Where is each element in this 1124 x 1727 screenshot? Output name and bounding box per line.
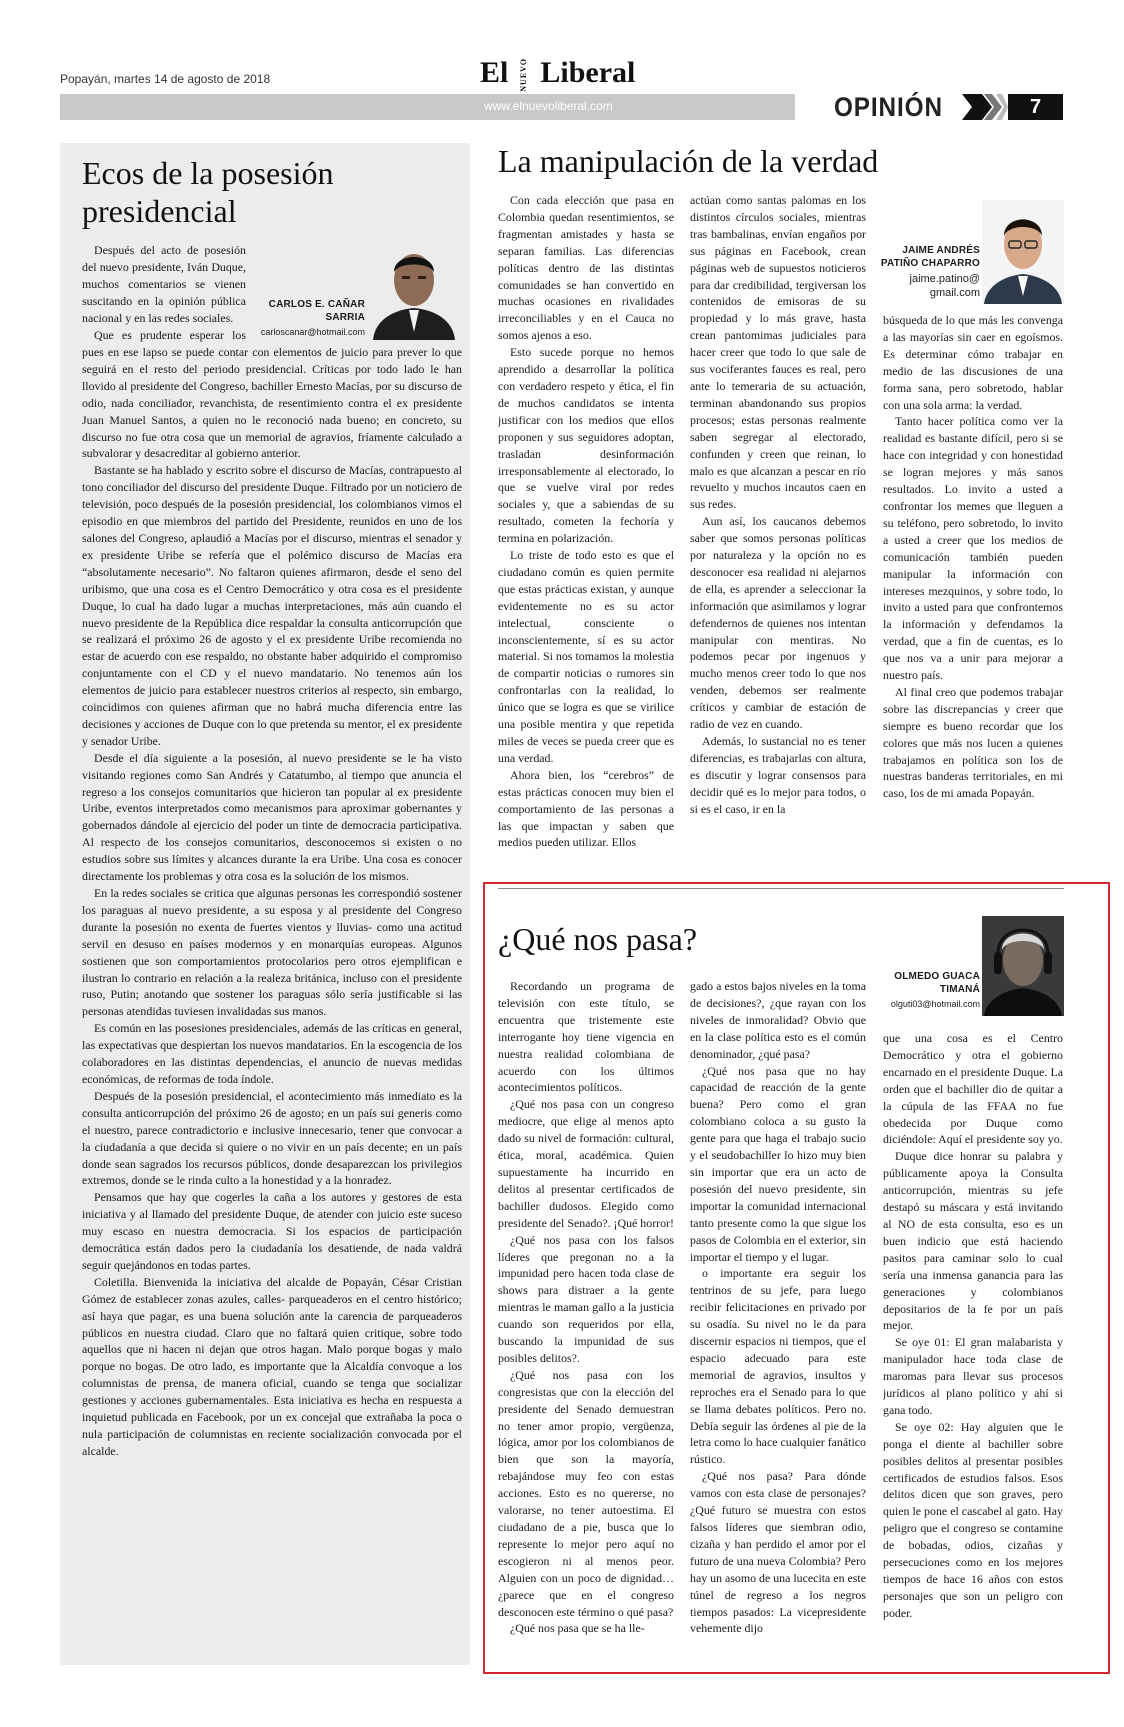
paragraph: Recordando un programa de televisión con este título, se encuentra que tristemente este interrogante hoy tiene vigencia en nuestra realidad colombiana de acuerdo con los últimos acontecimientos políticos. — [498, 979, 674, 1095]
paragraph: Es común en las posesiones presidenciales, además de las críticas en general, las expectativas que despiertan los nuevos mandatarios. En la escogencia de los colaboradores en las distintas dependencias, el anuncio de nuevas medidas económicas, de reformas de toda índole. — [82, 1021, 462, 1086]
paragraph: Se oye 01: El gran malabarista y manipulador hace toda clase de maromas para llevar sus procesos jurídicos al plano político y ahí si gana todo. — [883, 1335, 1063, 1417]
author-photo — [369, 240, 459, 340]
paragraph: ¿Qué nos pasa que se ha lle- — [510, 1621, 645, 1636]
top-article-col-1 — [498, 192, 674, 868]
paragraph: Desde el día siguiente a la posesión, al nuevo presidente se le ha visto visitando regiones como San Andrés y Catatumbo, al tiempo que anuncia el regreso a los consejos comunitarios que hicieron tan popular al ex presidente Uribe, eventos interpretados como mecanismos para aproximar gobernantes y gobernados dándole al ejercicio del poder un tinte de democracia participativa. Al respecto de los consejos comunitarios, desconocemos si existen o no estudios sobre sus límites y alcances durante la era Uribe. Una cosa es conocer directamente los problemas y otra cosa es la solución de los mismos. — [82, 750, 462, 884]
paragraph: En la redes sociales se critica que algunas personas les correspondió sostener los paraguas al nuevo presidente, a su esposa y al presidente del Congreso durante la posesión no exenta de fuertes vientos y lluvias- como una actitud servil en desuso en países modernos y en monarquías europeas. Algunos sostienen que son comportamientos protocolarios pero otros ejemplifican e ilustran lo contrario en relación a la realeza británica, incluso con el presidente ruso, Putin; anotando que sostener los paraguas sólo sería justificable si las personas atendidas tuviesen invalidadas sus manos. — [82, 886, 462, 1019]
paragraph: Que es prudente esperar los — [94, 327, 246, 342]
paragraph: Duque dice honrar su palabra y públicamente apoya la Consulta anticorrupción, mientras su jefe destapó su máscara y está invitando al NO de esta consulta, eso es un buen indicio que está haciendo pasitos para caminar solo lo cual sería una inmensa ganancia para las generaciones y colombianos depositarios de la fe por un país mejor. — [883, 1149, 1063, 1333]
left-article-intro — [82, 242, 246, 344]
paragraph: Pensamos que hay que cogerles la caña a los autores y gestores de esta iniciativa y al llamado del presidente Duque, de atender con juicio este suceso muy escaso en nuestra democracia. Si los espacios de participación democrática están dados pero la ciudadanía los desatiende, de nada valdrá seguir quejándonos en todas partes. — [82, 1190, 462, 1272]
paragraph: Se oye 02: Hay alguien que le ponga el diente al bachiller sobre posibles delitos al presentar posibles certificados de estudios falsos. Esos delitos dicen que son graves, pero quien le pone el cascabel al gato. Hay peligro que el congreso se contamine de bobadas, odios, cizañas y persecuciones como en los mejores tiempos de hace 16 años con estos personajes que son un peligro con poder. — [883, 1419, 1063, 1620]
paragraph: Ahora bien, los “cerebros” de estas prácticas conocen muy bien el comportamiento de las personas a las que impactan y saben que medios pueden utilizar. Ellos — [498, 767, 674, 850]
paragraph: actúan como santas palomas en los distintos círculos sociales, mientras tras bambalinas, envían engaños por sus páginas en Facebook, crean páginas web de supuestos noticieros para dar credibilidad, tergiversan los contenidos de emisoras de su propiedad y lo más grave, hasta crean pantomimas judiciales para hacer creer que todo lo que sale de sus vociferantes fauces es real, pero ante lo temeraria de su actuación, terminan abandonando sus propios procesos; estas personas realmente saben segregar al electorado, confunden y creen que reinan, lo malo es que alcanzan a pescar en río revuelto y muchos incautos caen en sus redes. — [690, 193, 866, 512]
paragraph: o importante era seguir los tentrinos de su jefe, para luego recibir felicitaciones en privado por su osadía. Su nivel no le da para discernir espacios ni tiempos, que el espacio adecuado para este memorial de agravios, insultos y reproches era el Senado para lo que se llama debates políticos. Pero no. Debía seguir las órdenes al pie de la letra como lo hace cualquier fanático rústico. — [690, 1266, 866, 1467]
logo-nuevo: NUEVO — [519, 58, 529, 92]
paragraph: ¿Qué nos pasa? Para dónde vamos con esta clase de personajes? ¿Qué futuro se muestra con estos falsos líderes que siembran odio, cizaña y han perdido el amor por el futuro de una nueva Colombia? Pero hay un asomo de una lucecita en este túnel de regreso a los negros tiempos pasados: La vicepresidente vehemente dijo — [690, 1469, 866, 1636]
paragraph: Con cada elección que pasa en Colombia quedan resentimientos, se fragmentan amistades y hasta se separan familias. Las diferencias políticas dentro de las distintas comunidades se han convertido en muchas ocasiones en rivalidades irreconciliables y en el Cauca no somos ajenos a eso. — [498, 193, 674, 343]
box-article-col-3 — [883, 1030, 1063, 1670]
section-arrow-icon — [962, 94, 1008, 120]
author-photo — [982, 200, 1064, 304]
box-article-col-1 — [498, 978, 674, 1670]
paragraph: Esto sucede porque no hemos aprendido a desarrollar la política con verdadero respeto y ética, el fin de muchos candidatos se intenta justificar con los medios que ellos proponen y sus seguidores adoptan, trasladan desinformación irresponsablemente al electorado, lo que se vuelve viral por redes sociales y, que a sabiendas de su resultado, cometen la fechoría y termina en polarización. — [498, 345, 674, 546]
left-article-title: Ecos de la posesión presidencial — [82, 155, 334, 229]
paragraph: ¿Qué nos pasa con un congreso mediocre, que elige al menos apto dado su nivel de formación: cultural, ética, moral, académica. Quien supuestamente ha incurrido en delitos al presentar certificados de bachiller dudosos. Elegido como presidente del Senado?. ¡Qué horror! — [498, 1097, 674, 1230]
paragraph: Después del acto de posesión del nuevo presidente, Iván Duque, muchos comentarios se vienen suscitando en la opinión pública nacional y en las redes sociales. — [82, 243, 246, 325]
newspaper-logo — [480, 58, 635, 92]
left-article-byline — [250, 298, 365, 338]
author-email: jaime.patino@ — [909, 273, 980, 285]
box-article-title: ¿Qué nos pasa? — [498, 921, 698, 957]
author-email: carloscanar@hotmail.com — [260, 327, 365, 337]
issue-date: Popayán, martes 14 de agosto de 2018 — [60, 72, 271, 86]
box-article-byline — [880, 970, 980, 1010]
logo-liberal: Liberal — [540, 56, 636, 89]
left-article-body — [82, 344, 462, 1664]
paragraph: Después de la posesión presidencial, el acontecimiento más inmediato es la consulta anticorrupción del próximo 26 de agosto; en un país sui generis como el nuestro, parece contradictorio e inclusive innecesario, tener que convocar a la ciudadanía a que decida si quiere o no vivir en un país decente; en un país donde sean sagrados los recursos públicos, donde desaparezcan los privilegios extremos, donde se le rinda culto a la honestidad y a la honradez. — [82, 1088, 462, 1188]
paragraph: Bastante se ha hablado y escrito sobre el discurso de Macías, contrapuesto al tono conciliador del discurso del presidente Duque. Filtrado por un noticiero de televisión, poco después de la posesión presidencial, los colombianos vimos el episodio en que miembros del partido del Presidente, reunidos en uno de los salones del Congreso, aplaudió a Macías por el discurso, mientras el senador y ex presidente Uribe se refería que el polémico discurso de Macías era “absolutamente necesario”. No faltaron quienes afirmaron, desde el seno del uribismo, que una cosa es el Centro Democrático y otra cosa es el presidente Duque, lo cual ha dado lugar a muchas interpretaciones, más aún cuando el nuevo presidente de la República dice respaldar la consulta anticorrupción que se realizará el próximo 26 de agosto y el ex presidente Uribe recomienda no estar de acuerdo con ese respaldo, no obstante haber adquirido el compromiso conjuntamente con el CD y el nuevo mandatario. No tenemos aún los elementos de juicio para establecer nuestros criterios al respecto, sin embargo, coincidimos con quienes afirman que no habrá mucha diferencia entre las decisiones y acciones de Duque con lo que pretenda su mentor, el ex presidente y senador Uribe. — [82, 463, 462, 748]
top-article-col-2 — [690, 192, 866, 868]
paragraph: ¿Qué nos pasa que no hay capacidad de reacción de la gente buena? Pero como el gran colombiano coloca a su gusto la gente para que haga el trabajo sucio y el seudobachiller lo hizo muy bien sin importar que era un acto de posesión del nuevo presidente, sin importar la comunidad internacional tanto presente como la que sigue los pasos de Colombia en el exterior, sin importar el tiempo y el lugar. — [690, 1063, 866, 1264]
author-name: JAIME ANDRÉS PATIÑO CHAPARRO — [880, 245, 980, 269]
author-name: CARLOS E. CAÑAR SARRIA — [268, 299, 365, 323]
author-email: gmail.com — [929, 287, 980, 299]
paragraph: Al final creo que podemos trabajar sobre las discrepancias y creer que siempre es bueno recordar que los colores que más nos lucen a quienes trabajamos en política son los de nuestras banderas territoriales, en mi caso, los de mi amada Popayán. — [883, 684, 1063, 801]
site-url: www.elnuevoliberal.com — [484, 99, 613, 113]
paragraph: Coletilla. Bienvenida la iniciativa del alcalde de Popayán, César Cristian Gómez de establecer zonas azules, calles- parqueaderos en el centro histórico; así haya que pagar, es una buena solución ante la carencia de parqueaderos públicos en nuestra ciudad. Claro que no faltará quien critique, sobre todo aquellos que ni hacen ni dejan que otros hagan. Malo porque bogas y malo porque no bogas. De otro lado, es importante que la Alcaldía convoque a los columnistas de prensa, de manera oficial, cuando se tenga que socializar gestiones y acciones gubernamentales. Esta iniciativa es hecha en respuesta a inquietud publicada en Facebook, por un ex concejal que extrañaba la poca o nula participación de columnistas en reciente socialización convocada por el alcalde. — [82, 1274, 462, 1458]
logo-el: El — [480, 56, 509, 89]
page-number: 7 — [1008, 94, 1063, 120]
paragraph: ¿Qué nos pasa con los congresistas que con la elección del presidente del Senado demuestran no tener amor propio, vergüenza, lógica, amor por los colombianos de bien que son la mayoría, rebajándose muy feo con estas acciones. Esto es no quererse, no valorarse, no tener autoestima. El ciudadano de a pie, busca que lo represente lo mejor pero aquí no escogieron ni al menos peor. Alguien con un poco de dignidad… ¿parece que en el congreso desconocen este término o qué pasa? — [498, 1367, 674, 1619]
paragraph: que una cosa es el Centro Democrático y otra el gobierno encarnado en el presidente Duque. La orden que el bachiller dio de quitar a la cúpula de las FFAA no fue obedecida por Duque como diciéndole: Aquí el presidente soy yo. — [883, 1031, 1063, 1147]
paragraph: búsqueda de lo que más les convenga a las mayorías sin caer en egoísmos. Es determinar cómo trabajar en medio de las discusiones de una forma sana, pero sobretodo, hablar con una sola arma: la verdad. — [883, 313, 1063, 412]
paragraph: ¿Qué nos pasa con los falsos líderes que pregonan no a la impunidad pero hacen toda clase de shows para distraer a la gente mientras le maman gallo a la justicia cuando son requeridos por ella, buscando la impunidad de sus posibles delitos?. — [498, 1232, 674, 1365]
paragraph: Además, lo sustancial no es tener diferencias, es trabajarlas con altura, es discutir y lograr consensos para decidir qué es lo mejor para todos, o si es el caso, ir en la — [690, 734, 866, 816]
author-photo — [982, 916, 1064, 1016]
paragraph: Aun así, los caucanos debemos saber que somos personas políticas por naturaleza y la opción no es desconocer esa realidad ni alejarnos de ella, es aprender a seleccionar la información que asimilamos y lograr defendernos de quienes nos intentan manipular con mentiras. No podemos pecar por ingenuos y mucho menos creer todo lo que nos venden, debemos ser realmente críticos y cambiar de estación de radio de vez en cuando. — [690, 514, 866, 732]
paragraph: gado a estos bajos niveles en la toma de decisiones?, ¿que rayan con los niveles de inmoralidad? Obvio que en la clase política esto es el común denominador, ¿qué pasa? — [690, 979, 866, 1061]
paragraph: pues en ese lapso se puede contar con elementos de juicio para prever lo que seguirá en el resto del periodo presidencial. Críticas por todo lado le han llovido al presidente del Congreso, bachiller Ernesto Macías, por su discurso de odio, nada conciliador, revanchista, de resentimiento contra el ex presidente Juan Manuel Santos, a quien no le reconoció nada bueno; en concreto, su discurso no fue otra cosa que un memorial de agravios, fríamente calculado a subvalorar y desacreditar al gobierno anterior. — [82, 345, 462, 461]
header-bar — [60, 94, 795, 120]
divider — [498, 888, 1064, 889]
paragraph: Lo triste de todo esto es que el ciudadano común es quien permite que estas prácticas existan, y aunque evidentemente no es su actor intelectual, consciente o inconscientemente, sí es su actor material. Si nos tomamos la molestia de compartir noticias o rumores sin confrontarlas con la realidad, lo único que se logra es que se virilice una posible mentira y que repetida miles de veces se pueda creer que es una verdad. — [498, 548, 674, 765]
author-name: OLMEDO GUACA TIMANÁ — [894, 971, 980, 995]
section-name: OPINIÓN — [834, 92, 943, 122]
top-article-col-3 — [883, 312, 1063, 868]
top-article-title: La manipulación de la verdad — [498, 143, 879, 179]
paragraph: Tanto hacer política como ver la realidad es bastante difícil, pero si se hace con integridad y con honestidad se logran mejores y más sanos resultados. Lo invito a usted a confrontar los memes que lleguen a su teléfono, pero sobretodo, lo invito a usted a creer que los medios de comunicación también pueden manipular la información con intereses mezquinos, y sobre todo, lo invito a usted para que confrontemos la información y defendamos la verdad, que a fin de cuentas, es lo que nos va a unir para mejorar a nuestro país. — [883, 414, 1063, 683]
box-article-col-2 — [690, 978, 866, 1670]
author-email: olguti03@hotmail.com — [890, 999, 980, 1009]
top-article-byline — [880, 244, 980, 300]
